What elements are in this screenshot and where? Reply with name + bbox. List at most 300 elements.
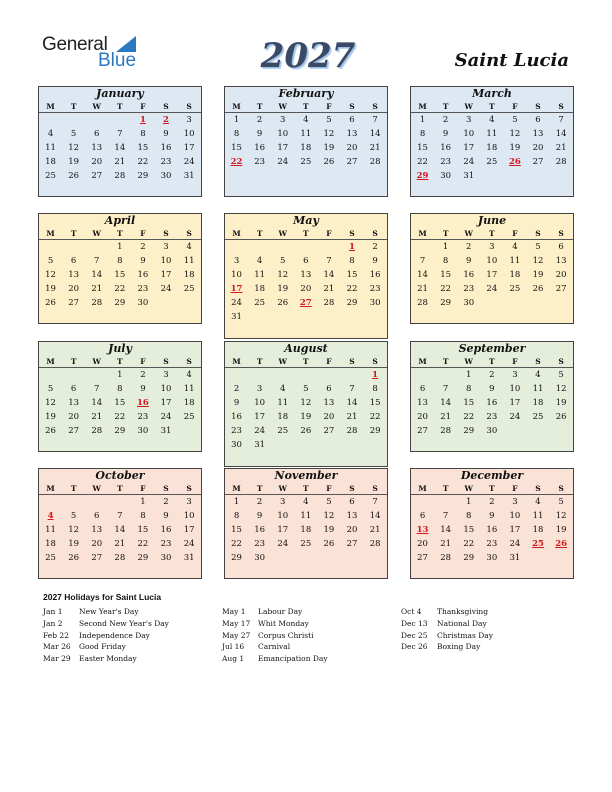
- day-cell: 8: [233, 129, 240, 139]
- empty-day-cell: [340, 368, 363, 382]
- month-name: June: [477, 214, 507, 227]
- day-cell: 29: [137, 171, 149, 181]
- holiday-name: National Day: [437, 618, 487, 628]
- day-cell: 5: [512, 115, 518, 125]
- day-cell: 26: [68, 171, 80, 181]
- day-cell: 5: [47, 256, 54, 266]
- week-row: [225, 523, 387, 537]
- day-cell: 9: [466, 256, 472, 266]
- weekday-label: T: [489, 102, 495, 111]
- day-cell: 27: [346, 157, 358, 167]
- day-cell: 1: [419, 115, 426, 125]
- day-cell: 27: [323, 426, 335, 436]
- holiday-day-cell: 17: [230, 284, 243, 294]
- day-cell: 10: [160, 384, 172, 394]
- empty-day-cell: [178, 296, 201, 310]
- day-cell: 2: [140, 242, 146, 252]
- holiday-row: [222, 630, 328, 642]
- week-row: [225, 382, 387, 396]
- empty-day-cell: [526, 296, 549, 310]
- weekday-label: T: [442, 357, 449, 366]
- day-cell: 29: [231, 553, 242, 563]
- month-may: [224, 213, 388, 339]
- day-cell: 24: [509, 412, 521, 422]
- day-cell: 7: [117, 511, 123, 521]
- day-cell: 14: [369, 511, 381, 521]
- day-cell: 1: [466, 370, 472, 380]
- day-cell: 16: [137, 270, 149, 280]
- holiday-name: Second New Year's Day: [79, 618, 169, 628]
- month-name: February: [278, 87, 334, 100]
- holiday-date: Jan 2: [43, 618, 63, 628]
- day-cell: 21: [323, 284, 335, 294]
- day-cell: 24: [183, 539, 195, 549]
- holiday-row: [401, 618, 493, 630]
- weekday-label: T: [489, 484, 495, 493]
- day-cell: 18: [183, 270, 195, 280]
- weekday-label: T: [70, 357, 77, 366]
- day-cell: 29: [114, 298, 126, 308]
- day-cell: 23: [254, 157, 266, 167]
- day-cell: 12: [555, 384, 567, 394]
- week-row: [225, 155, 387, 169]
- empty-day-cell: [364, 438, 387, 452]
- weekday-label: S: [535, 229, 541, 238]
- day-cell: 18: [532, 398, 544, 408]
- empty-day-cell: [526, 169, 549, 183]
- day-cell: 14: [91, 270, 103, 280]
- day-cell: 29: [463, 426, 475, 436]
- day-cell: 11: [45, 143, 56, 153]
- holiday-name: Christmas Day: [437, 630, 493, 640]
- day-cell: 26: [45, 426, 56, 436]
- day-cell: 11: [300, 129, 312, 139]
- day-cell: 31: [183, 553, 195, 563]
- day-cell: 29: [369, 426, 381, 436]
- day-cell: 29: [114, 426, 126, 436]
- weekday-label: F: [326, 357, 332, 366]
- day-cell: 27: [555, 284, 567, 294]
- day-cell: 30: [231, 440, 242, 450]
- day-cell: 15: [137, 143, 149, 153]
- day-cell: 22: [417, 157, 428, 167]
- empty-day-cell: [550, 424, 573, 438]
- holiday-row: [401, 641, 493, 653]
- month-name: September: [458, 342, 526, 355]
- day-cell: 5: [558, 497, 564, 507]
- day-cell: 18: [45, 539, 56, 549]
- week-row: [411, 240, 573, 254]
- weekday-label: S: [558, 484, 564, 493]
- weekday-header: [225, 356, 387, 368]
- day-cell: 30: [137, 426, 149, 436]
- month-august: [224, 341, 388, 467]
- holiday-name: Whit Monday: [258, 618, 309, 628]
- empty-day-cell: [480, 169, 503, 183]
- holiday-date: May 17: [222, 618, 251, 628]
- week-row: [411, 127, 573, 141]
- empty-day-cell: [340, 551, 363, 565]
- weekday-label: F: [140, 484, 146, 493]
- weekday-label: T: [117, 229, 123, 238]
- day-cell: 16: [463, 270, 475, 280]
- empty-day-cell: [248, 368, 271, 382]
- weekday-label: M: [46, 484, 55, 493]
- day-cell: 7: [419, 256, 426, 266]
- week-row: [411, 396, 573, 410]
- day-cell: 6: [94, 129, 100, 139]
- weekday-header: [39, 228, 201, 240]
- day-cell: 2: [442, 115, 449, 125]
- weekday-label: W: [464, 229, 473, 238]
- weekday-label: F: [326, 484, 332, 493]
- weekday-label: S: [163, 357, 169, 366]
- day-cell: 2: [140, 370, 146, 380]
- day-cell: 15: [440, 270, 452, 280]
- day-cell: 5: [558, 370, 564, 380]
- weekday-label: T: [70, 102, 77, 111]
- holiday-row: [222, 641, 328, 653]
- day-cell: 6: [419, 384, 426, 394]
- weekday-label: M: [232, 357, 241, 366]
- empty-day-cell: [271, 310, 294, 324]
- empty-day-cell: [294, 438, 317, 452]
- day-cell: 26: [45, 298, 56, 308]
- weekday-label: W: [464, 484, 473, 493]
- day-cell: 14: [440, 525, 452, 535]
- weekday-label: T: [303, 357, 309, 366]
- day-cell: 25: [300, 539, 312, 549]
- weekday-label: F: [326, 229, 332, 238]
- holiday-row: [401, 630, 493, 642]
- day-cell: 5: [70, 511, 77, 521]
- holiday-date: May 27: [222, 630, 251, 640]
- weekday-label: T: [256, 484, 263, 493]
- day-cell: 21: [369, 143, 381, 153]
- empty-day-cell: [317, 368, 340, 382]
- day-cell: 30: [440, 171, 452, 181]
- holiday-column: [43, 606, 169, 665]
- holiday-date: Dec 26: [401, 642, 428, 652]
- day-cell: 6: [70, 256, 77, 266]
- weekday-label: T: [442, 484, 449, 493]
- day-cell: 18: [532, 525, 544, 535]
- empty-day-cell: [85, 240, 108, 254]
- holiday-date: Mar 26: [43, 642, 71, 652]
- day-cell: 28: [346, 426, 358, 436]
- day-cell: 28: [369, 539, 381, 549]
- day-cell: 25: [486, 157, 498, 167]
- day-cell: 7: [349, 384, 355, 394]
- day-cell: 23: [137, 284, 149, 294]
- holiday-name: Emancipation Day: [258, 654, 328, 664]
- day-cell: 18: [509, 270, 521, 280]
- holiday-name: Easter Monday: [79, 654, 137, 664]
- empty-day-cell: [364, 551, 387, 565]
- day-cell: 28: [555, 157, 567, 167]
- weekday-label: S: [558, 357, 564, 366]
- day-cell: 3: [280, 115, 286, 125]
- day-cell: 21: [114, 539, 126, 549]
- day-cell: 9: [163, 129, 169, 139]
- day-cell: 7: [94, 256, 100, 266]
- day-cell: 7: [558, 115, 564, 125]
- week-row: [411, 509, 573, 523]
- day-cell: 24: [277, 157, 289, 167]
- day-cell: 15: [463, 398, 475, 408]
- week-row: [225, 396, 387, 410]
- week-row: [39, 551, 201, 565]
- week-row: [225, 240, 387, 254]
- day-cell: 17: [486, 270, 498, 280]
- day-cell: 23: [160, 539, 172, 549]
- day-cell: 5: [47, 384, 54, 394]
- holiday-name: Boxing Day: [437, 642, 481, 652]
- day-cell: 22: [137, 157, 149, 167]
- day-cell: 28: [440, 426, 452, 436]
- day-cell: 9: [372, 256, 378, 266]
- weekday-label: M: [46, 229, 55, 238]
- day-cell: 13: [555, 256, 567, 266]
- day-cell: 21: [114, 157, 126, 167]
- week-row: [39, 523, 201, 537]
- day-cell: 11: [300, 511, 312, 521]
- weekday-label: T: [303, 484, 309, 493]
- week-row: [225, 282, 387, 296]
- weekday-label: T: [303, 102, 309, 111]
- day-cell: 10: [463, 129, 475, 139]
- empty-day-cell: [39, 240, 62, 254]
- week-row: [39, 254, 201, 268]
- day-cell: 10: [509, 384, 521, 394]
- empty-day-cell: [317, 438, 340, 452]
- weekday-label: S: [163, 102, 169, 111]
- day-cell: 20: [91, 157, 103, 167]
- week-row: [225, 254, 387, 268]
- weekday-label: S: [186, 102, 192, 111]
- day-cell: 30: [463, 298, 475, 308]
- day-cell: 18: [254, 284, 266, 294]
- day-cell: 30: [486, 553, 498, 563]
- day-cell: 3: [256, 384, 263, 394]
- week-row: [411, 296, 573, 310]
- weekday-label: T: [256, 229, 263, 238]
- day-cell: 8: [117, 384, 123, 394]
- day-cell: 5: [70, 129, 77, 139]
- day-cell: 12: [68, 143, 80, 153]
- week-row: [411, 268, 573, 282]
- day-cell: 7: [94, 384, 100, 394]
- day-cell: 25: [300, 157, 312, 167]
- holiday-day-cell: 22: [230, 157, 243, 167]
- day-cell: 6: [349, 497, 355, 507]
- month-name: March: [472, 87, 512, 100]
- weekday-label: S: [349, 357, 355, 366]
- day-cell: 13: [68, 398, 80, 408]
- weekday-label: S: [186, 484, 192, 493]
- day-cell: 10: [231, 270, 242, 280]
- day-cell: 28: [91, 426, 103, 436]
- holiday-day-cell: 2: [163, 115, 169, 125]
- day-cell: 24: [254, 426, 266, 436]
- day-cell: 15: [346, 270, 358, 280]
- day-cell: 6: [535, 115, 541, 125]
- day-cell: 1: [233, 497, 240, 507]
- day-cell: 1: [233, 115, 240, 125]
- weekday-label: W: [92, 357, 101, 366]
- month-november: [224, 468, 388, 579]
- weekday-label: M: [418, 102, 427, 111]
- day-cell: 16: [254, 525, 266, 535]
- day-cell: 12: [68, 525, 80, 535]
- day-cell: 8: [140, 129, 146, 139]
- day-cell: 8: [419, 129, 426, 139]
- day-cell: 12: [509, 129, 521, 139]
- holiday-day-cell: 1: [372, 370, 379, 380]
- week-row: [411, 410, 573, 424]
- week-row: [411, 523, 573, 537]
- day-cell: 12: [532, 256, 544, 266]
- day-cell: 16: [254, 143, 266, 153]
- week-row: [411, 113, 573, 127]
- day-cell: 22: [440, 284, 452, 294]
- empty-day-cell: [411, 368, 434, 382]
- empty-day-cell: [480, 296, 503, 310]
- day-cell: 28: [440, 553, 452, 563]
- weekday-label: W: [278, 102, 287, 111]
- day-cell: 12: [323, 129, 335, 139]
- day-cell: 24: [486, 284, 498, 294]
- week-row: [39, 141, 201, 155]
- day-cell: 31: [160, 426, 172, 436]
- day-cell: 25: [183, 412, 195, 422]
- holiday-date: Aug 1: [222, 654, 245, 664]
- empty-day-cell: [225, 368, 248, 382]
- day-cell: 23: [486, 412, 498, 422]
- day-cell: 7: [442, 511, 449, 521]
- day-cell: 18: [45, 157, 56, 167]
- day-cell: 18: [300, 525, 312, 535]
- holiday-date: Feb 22: [43, 630, 69, 640]
- day-cell: 7: [372, 497, 378, 507]
- weekday-label: T: [256, 102, 263, 111]
- day-cell: 8: [442, 256, 449, 266]
- weekday-label: S: [372, 357, 378, 366]
- holiday-row: [222, 606, 328, 618]
- day-cell: 4: [256, 256, 263, 266]
- holiday-row: [43, 630, 169, 642]
- day-cell: 26: [277, 298, 289, 308]
- day-cell: 3: [233, 256, 240, 266]
- day-cell: 9: [256, 511, 263, 521]
- week-row: [225, 368, 387, 382]
- day-cell: 30: [137, 298, 149, 308]
- weekday-label: M: [418, 357, 427, 366]
- day-cell: 13: [323, 398, 335, 408]
- month-name: December: [460, 469, 524, 482]
- week-row: [39, 296, 201, 310]
- week-row: [39, 396, 201, 410]
- holiday-row: [401, 606, 493, 618]
- holiday-name: Labour Day: [258, 607, 303, 616]
- weekday-label: F: [140, 102, 146, 111]
- weekday-label: W: [92, 484, 101, 493]
- weekday-header: [225, 228, 387, 240]
- holiday-row: [222, 653, 328, 665]
- month-name: October: [95, 469, 145, 482]
- day-cell: 3: [280, 497, 286, 507]
- day-cell: 29: [346, 298, 358, 308]
- day-cell: 27: [417, 553, 428, 563]
- week-row: [411, 368, 573, 382]
- weekday-label: S: [186, 357, 192, 366]
- empty-day-cell: [108, 113, 131, 127]
- empty-day-cell: [317, 551, 340, 565]
- holiday-day-cell: 16: [137, 398, 149, 408]
- day-cell: 17: [254, 412, 266, 422]
- weekday-label: S: [372, 484, 378, 493]
- day-cell: 6: [94, 511, 100, 521]
- holiday-day-cell: 25: [532, 539, 544, 549]
- day-cell: 17: [277, 143, 289, 153]
- week-row: [39, 155, 201, 169]
- day-cell: 19: [68, 539, 80, 549]
- day-cell: 22: [114, 412, 126, 422]
- week-row: [411, 254, 573, 268]
- day-cell: 9: [163, 511, 169, 521]
- day-cell: 31: [463, 171, 475, 181]
- day-cell: 16: [369, 270, 381, 280]
- day-cell: 27: [68, 426, 80, 436]
- day-cell: 28: [114, 553, 126, 563]
- day-cell: 17: [183, 143, 195, 153]
- day-cell: 15: [231, 525, 242, 535]
- day-cell: 20: [91, 539, 103, 549]
- day-cell: 2: [163, 497, 169, 507]
- day-cell: 9: [140, 384, 146, 394]
- day-cell: 4: [303, 497, 309, 507]
- day-cell: 25: [509, 284, 521, 294]
- weekday-label: F: [512, 229, 518, 238]
- day-cell: 3: [186, 115, 192, 125]
- weekday-label: T: [117, 484, 123, 493]
- empty-day-cell: [39, 368, 62, 382]
- weekday-label: M: [232, 484, 241, 493]
- day-cell: 22: [463, 539, 475, 549]
- day-cell: 1: [117, 370, 123, 380]
- day-cell: 25: [183, 284, 195, 294]
- holiday-day-cell: 29: [416, 171, 429, 181]
- weekday-label: F: [512, 484, 518, 493]
- holiday-name: Thanksgiving: [437, 607, 488, 616]
- day-cell: 23: [160, 157, 172, 167]
- week-row: [39, 382, 201, 396]
- day-cell: 6: [419, 511, 426, 521]
- holiday-column: [401, 606, 493, 653]
- day-cell: 22: [463, 412, 475, 422]
- week-row: [225, 438, 387, 452]
- week-row: [39, 282, 201, 296]
- empty-day-cell: [62, 368, 85, 382]
- weekday-label: F: [140, 357, 146, 366]
- day-cell: 16: [160, 525, 172, 535]
- day-cell: 7: [117, 129, 123, 139]
- day-cell: 6: [558, 242, 564, 252]
- day-cell: 26: [323, 157, 335, 167]
- day-cell: 4: [280, 384, 286, 394]
- month-september: [410, 341, 574, 452]
- weekday-label: T: [442, 102, 449, 111]
